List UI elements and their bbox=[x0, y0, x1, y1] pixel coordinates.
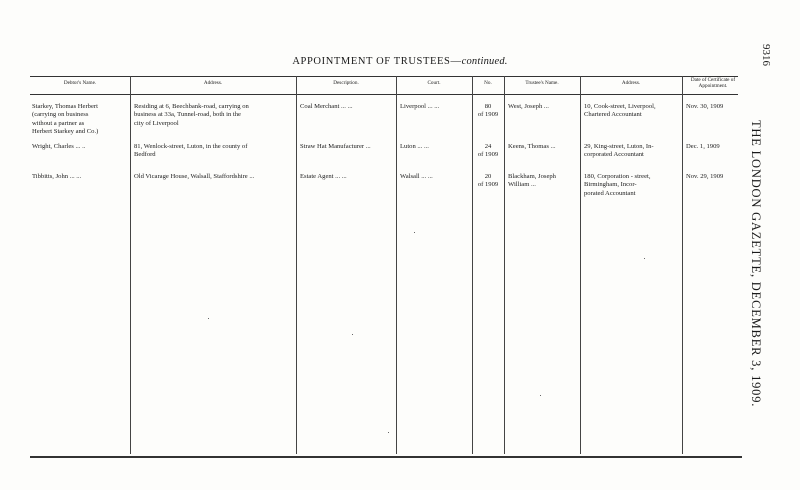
column-header: Address. bbox=[203, 80, 223, 86]
column-divider bbox=[580, 76, 581, 454]
page-number: 9316 bbox=[760, 44, 772, 66]
column-header: Trustee's Name. bbox=[525, 80, 559, 86]
column-header: No. bbox=[484, 80, 492, 86]
description: Estate Agent ... ... bbox=[300, 173, 347, 180]
column-header: Address. bbox=[621, 80, 641, 86]
print-speck bbox=[352, 334, 353, 335]
trustee-address: 180, Corporation - street, Birmingham, Incor- porated Accountant bbox=[584, 173, 651, 197]
debtor-address: Old Vicarage House, Walsall, Staffordshire ... bbox=[134, 173, 255, 180]
case-number: 20 of 1909 bbox=[477, 173, 499, 189]
description: Straw Hat Manufacturer ... bbox=[300, 143, 371, 150]
column-divider bbox=[682, 76, 683, 454]
column-divider bbox=[396, 76, 397, 454]
print-speck bbox=[208, 318, 209, 319]
gazette-side-title: THE LONDON GAZETTE, DECEMBER 3, 1909. bbox=[749, 120, 763, 408]
case-number: 24 of 1909 bbox=[477, 143, 499, 159]
case-number: 80 of 1909 bbox=[477, 103, 499, 119]
trustee-name: West, Joseph ... bbox=[508, 103, 549, 110]
trustee-name: Keens, Thomas ... bbox=[508, 143, 556, 150]
title-suffix: continued. bbox=[461, 56, 508, 67]
print-speck bbox=[414, 232, 415, 233]
page-title bbox=[0, 56, 800, 67]
debtor-name: Starkey, Thomas Herbert (carrying on business without a partner as Herbert Starkey and Co.) bbox=[32, 103, 99, 136]
print-speck bbox=[644, 258, 645, 259]
trustee-address: 10, Cook-street, Liverpool, Chartered Accountant bbox=[584, 103, 656, 119]
print-speck bbox=[540, 395, 541, 396]
debtor-name: Tibbitts, John ... ... bbox=[32, 173, 82, 180]
table-bottom-rule bbox=[30, 456, 742, 458]
column-header: Court. bbox=[427, 80, 441, 86]
court: Walsall ... ... bbox=[400, 173, 433, 180]
header-bottom-rule bbox=[30, 94, 738, 95]
debtor-address: Residing at 6, Beechbank-road, carrying on business at 33a, Tunnel-road, both in the city of Liverpool bbox=[134, 103, 249, 127]
column-divider bbox=[296, 76, 297, 454]
trustee-name: Blackham, Joseph William ... bbox=[508, 173, 556, 189]
column-divider bbox=[472, 76, 473, 454]
certificate-date: Nov. 29, 1909 bbox=[686, 173, 724, 180]
column-divider bbox=[130, 76, 131, 454]
debtor-address: 81, Wenlock-street, Luton, in the county of Bedford bbox=[134, 143, 248, 159]
column-header: Description. bbox=[333, 80, 359, 86]
certificate-date: Dec. 1, 1909 bbox=[686, 143, 720, 150]
column-divider bbox=[504, 76, 505, 454]
column-header: Debtor's Name. bbox=[63, 80, 97, 86]
certificate-date: Nov. 30, 1909 bbox=[686, 103, 724, 110]
column-header: Date of Certificate of Appointment. bbox=[690, 77, 736, 89]
table-top-rule bbox=[30, 76, 738, 77]
print-speck bbox=[388, 432, 389, 433]
debtor-name: Wright, Charles ... .. bbox=[32, 143, 86, 150]
trustee-address: 29, King-street, Luton, In- corporated Accountant bbox=[584, 143, 654, 159]
court: Liverpool ... ... bbox=[400, 103, 440, 110]
description: Coal Merchant ... ... bbox=[300, 103, 353, 110]
title-main: APPOINTMENT OF TRUSTEES— bbox=[292, 56, 462, 67]
court: Luton ... ... bbox=[400, 143, 429, 150]
